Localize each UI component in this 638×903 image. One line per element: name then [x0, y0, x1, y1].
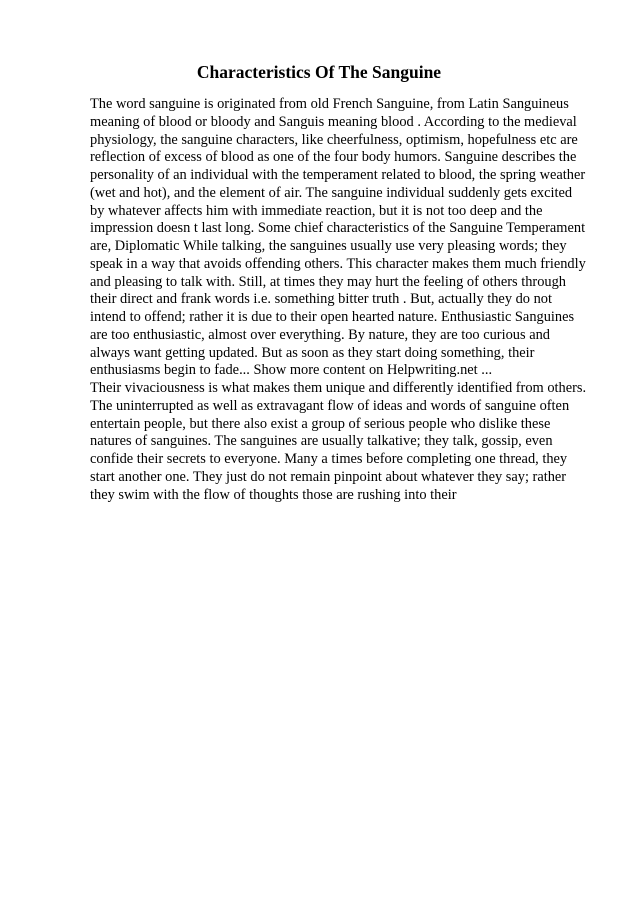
- text-line: personality of an individual with the temperament related to blood, the spring weather: [90, 167, 586, 183]
- text-line: their direct and frank words i.e. something bitter truth . But, actually they do not: [90, 291, 552, 308]
- text-line: start another one. They just do not remain pinpoint about whatever they say; rather: [90, 468, 567, 485]
- text-line: natures of sanguines. The sanguines are usually talkative; they talk, gossip, even: [90, 433, 553, 450]
- document-body: [90, 96, 602, 504]
- text-line: entertain people, but there also exist a group of serious people who dislike these: [90, 415, 551, 432]
- text-line: are, Diplomatic While talking, the sanguines usually use very pleasing words; they: [90, 238, 567, 254]
- text-line: they swim with the flow of thoughts those are rushing into their: [90, 486, 457, 503]
- text-line: are too enthusiastic, almost over everything. By nature, they are too curious and: [90, 326, 550, 343]
- text-line: impression doesn t last long. Some chief characteristics of the Sanguine Temperament: [90, 220, 586, 237]
- document-title: Characteristics Of The Sanguine: [196, 62, 442, 82]
- text-line: The uninterrupted as well as extravagant flow of ideas and words of sanguine often: [90, 397, 570, 414]
- text-line: enthusiasms begin to fade... Show more content on Helpwriting.net ...: [90, 362, 493, 379]
- text-line: intend to offend; rather it is due to their open hearted nature. Enthusiastic Sanguines: [90, 309, 575, 325]
- text-line: The word sanguine is originated from old French Sanguine, from Latin Sanguineus: [90, 96, 569, 112]
- text-line: speak in a way that avoids offending others. This character makes them much friendly: [90, 255, 586, 272]
- text-line: physiology, the sanguine characters, like cheerfulness, optimism, hopefulness etc are: [90, 131, 578, 148]
- paragraph-2: [90, 380, 602, 504]
- text-line: meaning of blood or bloody and Sanguis meaning blood . According to the medieval: [90, 113, 577, 130]
- text-line: and pleasing to talk with. Still, at times they may hurt the feeling of others through: [90, 273, 567, 290]
- text-line: Their vivaciousness is what makes them unique and differently identified from others.: [90, 380, 587, 396]
- text-line: always want getting updated. But as soon as they start doing something, their: [90, 344, 535, 361]
- text-line: reflection of excess of blood as one of the four body humors. Sanguine describes the: [90, 149, 577, 166]
- text-line: confide their secrets to everyone. Many a times before completing one thread, they: [90, 451, 568, 467]
- text-line: (wet and hot), and the element of air. The sanguine individual suddenly gets excited: [90, 184, 573, 201]
- text-line: by whatever affects him with immediate reaction, but it is not too deep and the: [90, 202, 543, 219]
- paragraph-1: [90, 96, 602, 380]
